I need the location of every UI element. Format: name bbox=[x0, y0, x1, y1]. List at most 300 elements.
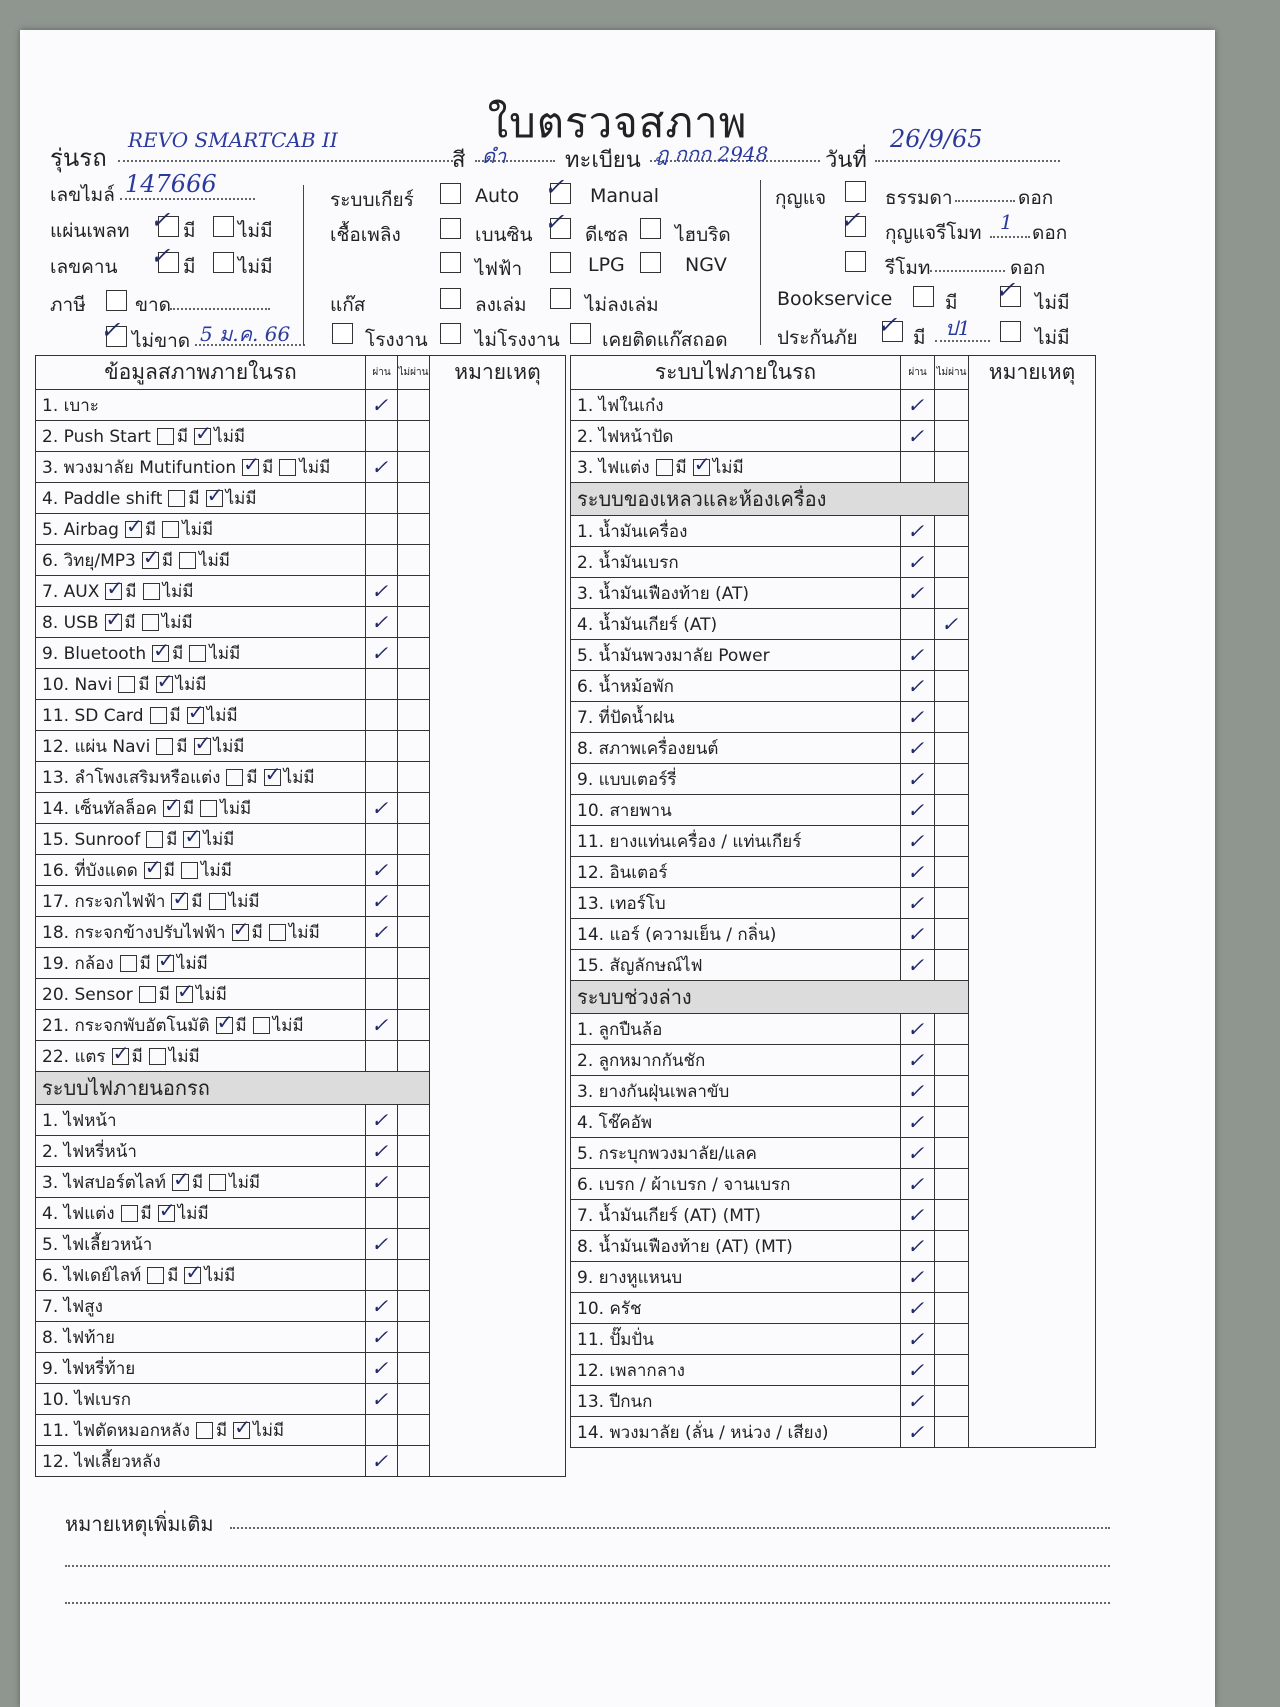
item-label bbox=[36, 1229, 366, 1260]
has-checkbox[interactable] bbox=[242, 459, 259, 476]
pass-cell[interactable] bbox=[366, 452, 398, 483]
item-label bbox=[36, 731, 366, 762]
fail-cell[interactable] bbox=[935, 950, 969, 981]
item-text: 8. USB bbox=[42, 612, 99, 633]
fail-cell[interactable] bbox=[398, 1010, 430, 1041]
left-inspection-table bbox=[35, 355, 566, 1477]
key-normal-unit: ดอก bbox=[1018, 187, 1054, 209]
pass-cell[interactable] bbox=[366, 390, 398, 421]
item-label bbox=[571, 609, 901, 640]
pass-cell[interactable] bbox=[901, 1138, 935, 1169]
fail-cell[interactable] bbox=[935, 1045, 969, 1076]
gas-in-book-label: ลงเล่ม bbox=[475, 294, 527, 316]
none-checkbox[interactable] bbox=[693, 459, 710, 476]
pass-cell[interactable] bbox=[366, 483, 398, 514]
none-checkbox[interactable] bbox=[187, 707, 204, 724]
item-text: 12. แผ่น Navi bbox=[42, 736, 151, 757]
pass-cell[interactable] bbox=[901, 421, 935, 452]
none-checkbox[interactable] bbox=[194, 428, 211, 445]
none-checkbox[interactable] bbox=[176, 986, 193, 1003]
has-label: มี bbox=[169, 705, 181, 726]
fail-cell[interactable] bbox=[935, 1076, 969, 1107]
fail-cell[interactable] bbox=[935, 764, 969, 795]
item-text: 7. ไฟสูง bbox=[42, 1296, 103, 1317]
fuel-benzine-checkbox[interactable] bbox=[440, 218, 461, 239]
none-checkbox[interactable] bbox=[183, 831, 200, 848]
none-checkbox[interactable] bbox=[279, 459, 296, 476]
plate-sheet-has-label: มี bbox=[183, 220, 196, 242]
fail-cell[interactable] bbox=[398, 638, 430, 669]
plate-sheet-none-checkbox[interactable] bbox=[213, 216, 234, 237]
none-checkbox[interactable] bbox=[200, 800, 217, 817]
fail-cell[interactable] bbox=[935, 1169, 969, 1200]
check-mark-icon: ✓ bbox=[905, 1203, 930, 1227]
pass-cell[interactable] bbox=[901, 795, 935, 826]
pass-cell[interactable] bbox=[901, 888, 935, 919]
pass-cell[interactable] bbox=[366, 793, 398, 824]
pass-cell[interactable] bbox=[901, 1355, 935, 1386]
fail-cell[interactable] bbox=[398, 1041, 430, 1072]
plate-sheet-label: แผ่นเพลท bbox=[50, 220, 130, 242]
pass-cell[interactable] bbox=[366, 1415, 398, 1446]
fail-cell[interactable] bbox=[935, 1262, 969, 1293]
pass-cell[interactable] bbox=[366, 731, 398, 762]
item-label bbox=[571, 826, 901, 857]
fail-cell[interactable] bbox=[935, 702, 969, 733]
pass-cell[interactable] bbox=[901, 919, 935, 950]
item-label bbox=[36, 1384, 366, 1415]
none-label: ไม่มี bbox=[272, 1015, 304, 1036]
none-label: ไม่มี bbox=[283, 767, 315, 788]
pass-cell[interactable] bbox=[901, 609, 935, 640]
none-checkbox[interactable] bbox=[157, 955, 174, 972]
pass-cell[interactable] bbox=[366, 917, 398, 948]
fail-cell[interactable] bbox=[935, 857, 969, 888]
fail-cell[interactable] bbox=[398, 1167, 430, 1198]
item-label bbox=[571, 1200, 901, 1231]
fail-cell[interactable] bbox=[935, 609, 969, 640]
gas-in-book-checkbox[interactable] bbox=[440, 288, 461, 309]
insurance-value: ป1 bbox=[945, 316, 971, 340]
check-mark-icon: ✓ bbox=[369, 641, 394, 665]
has-checkbox[interactable] bbox=[226, 769, 243, 786]
has-checkbox[interactable] bbox=[232, 924, 249, 941]
pass-cell[interactable] bbox=[366, 545, 398, 576]
none-checkbox[interactable] bbox=[162, 521, 179, 538]
pass-cell[interactable] bbox=[901, 671, 935, 702]
pass-cell[interactable] bbox=[366, 1105, 398, 1136]
fail-cell[interactable] bbox=[398, 731, 430, 762]
fuel-lpg-checkbox[interactable] bbox=[550, 252, 571, 273]
plate-label: ทะเบียน bbox=[565, 148, 641, 173]
fail-cell[interactable] bbox=[398, 669, 430, 700]
fail-cell[interactable] bbox=[398, 483, 430, 514]
item-text: 17. กระจกไฟฟ้า bbox=[42, 891, 166, 912]
pass-cell[interactable] bbox=[366, 576, 398, 607]
fuel-electric-checkbox[interactable] bbox=[440, 252, 461, 273]
pass-cell[interactable] bbox=[901, 640, 935, 671]
none-checkbox[interactable] bbox=[189, 645, 206, 662]
item-text: 1. ลูกปืนล้อ bbox=[577, 1019, 663, 1040]
gas-not-in-book-checkbox[interactable] bbox=[550, 288, 571, 309]
fail-cell[interactable] bbox=[935, 826, 969, 857]
fuel-ngv-label: NGV bbox=[685, 254, 727, 276]
item-label bbox=[571, 950, 901, 981]
model-label: รุ่นรถ bbox=[50, 144, 107, 172]
fail-cell[interactable] bbox=[935, 1386, 969, 1417]
right-header-row bbox=[571, 356, 1096, 390]
has-checkbox[interactable] bbox=[171, 893, 188, 910]
chassis-none-checkbox[interactable] bbox=[213, 252, 234, 273]
item-label bbox=[571, 1138, 901, 1169]
fail-cell[interactable] bbox=[398, 886, 430, 917]
has-checkbox[interactable] bbox=[150, 707, 167, 724]
has-label: มี bbox=[131, 1046, 143, 1067]
has-checkbox[interactable] bbox=[105, 583, 122, 600]
has-checkbox[interactable] bbox=[112, 1048, 129, 1065]
has-checkbox[interactable] bbox=[144, 862, 161, 879]
gear-auto-checkbox[interactable] bbox=[440, 183, 461, 204]
pass-cell[interactable] bbox=[901, 1107, 935, 1138]
pass-cell[interactable] bbox=[901, 764, 935, 795]
section-title: ระบบไฟภายนอกรถ bbox=[36, 1072, 430, 1105]
check-mark-icon: ✓ bbox=[369, 1325, 394, 1349]
pass-cell[interactable] bbox=[901, 1386, 935, 1417]
fail-cell[interactable] bbox=[935, 888, 969, 919]
fail-cell[interactable] bbox=[935, 1355, 969, 1386]
pass-cell[interactable] bbox=[366, 607, 398, 638]
fail-cell[interactable] bbox=[935, 1324, 969, 1355]
check-mark-icon: ✓ bbox=[905, 519, 930, 543]
check-mark-icon: ✓ bbox=[905, 581, 930, 605]
has-checkbox[interactable] bbox=[216, 1017, 233, 1034]
item-text: 19. กล้อง bbox=[42, 953, 114, 974]
pass-cell[interactable] bbox=[901, 1231, 935, 1262]
pass-cell[interactable] bbox=[901, 547, 935, 578]
item-label bbox=[36, 1167, 366, 1198]
pass-cell[interactable] bbox=[366, 855, 398, 886]
fail-cell[interactable] bbox=[398, 1105, 430, 1136]
pass-cell[interactable] bbox=[901, 1045, 935, 1076]
fail-cell[interactable] bbox=[398, 979, 430, 1010]
pass-cell[interactable] bbox=[901, 702, 935, 733]
fail-cell[interactable] bbox=[935, 733, 969, 764]
item-label bbox=[571, 547, 901, 578]
has-checkbox[interactable] bbox=[120, 955, 137, 972]
item-text: 11. ปั๊มปั่น bbox=[577, 1329, 654, 1350]
fail-cell[interactable] bbox=[398, 1415, 430, 1446]
item-text: 1. ไฟในเก๋ง bbox=[577, 395, 664, 416]
pass-cell[interactable] bbox=[901, 826, 935, 857]
fail-cell[interactable] bbox=[398, 824, 430, 855]
item-label bbox=[571, 390, 901, 421]
item-text: 4. น้ำมันเกียร์ (AT) bbox=[577, 614, 718, 635]
pass-cell[interactable] bbox=[901, 1262, 935, 1293]
none-checkbox[interactable] bbox=[233, 1422, 250, 1439]
item-text: 9. ไฟหรี่ท้าย bbox=[42, 1358, 136, 1379]
pass-cell[interactable] bbox=[901, 733, 935, 764]
pass-cell[interactable] bbox=[366, 700, 398, 731]
item-text: 12. เพลากลาง bbox=[577, 1360, 685, 1381]
fail-cell[interactable] bbox=[398, 948, 430, 979]
fail-cell[interactable] bbox=[398, 1446, 430, 1477]
fail-cell[interactable] bbox=[398, 452, 430, 483]
pass-cell[interactable] bbox=[901, 1200, 935, 1231]
none-checkbox[interactable] bbox=[158, 1205, 175, 1222]
fuel-ngv-checkbox[interactable] bbox=[640, 252, 661, 273]
pass-cell[interactable] bbox=[366, 1384, 398, 1415]
has-label: มี bbox=[188, 488, 200, 509]
pass-cell[interactable] bbox=[366, 638, 398, 669]
plate-value: ฎ กกก 2948 bbox=[655, 142, 769, 166]
fail-cell[interactable] bbox=[398, 576, 430, 607]
fail-cell[interactable] bbox=[398, 607, 430, 638]
fail-cell[interactable] bbox=[398, 917, 430, 948]
item-label bbox=[36, 545, 366, 576]
item-text: 20. Sensor bbox=[42, 984, 133, 1005]
fail-cell[interactable] bbox=[398, 793, 430, 824]
item-label bbox=[36, 1041, 366, 1072]
has-checkbox[interactable] bbox=[152, 645, 169, 662]
pass-cell[interactable] bbox=[901, 950, 935, 981]
pass-cell[interactable] bbox=[366, 886, 398, 917]
none-checkbox[interactable] bbox=[142, 614, 159, 631]
key-label: กุญแจ bbox=[775, 187, 827, 209]
has-checkbox[interactable] bbox=[139, 986, 156, 1003]
pass-cell[interactable] bbox=[901, 1324, 935, 1355]
notes-line-3 bbox=[65, 1602, 1110, 1604]
fuel-electric-label: ไฟฟ้า bbox=[475, 258, 523, 280]
has-checkbox[interactable] bbox=[163, 800, 180, 817]
has-label: มี bbox=[191, 1172, 204, 1193]
fail-cell[interactable] bbox=[398, 762, 430, 793]
item-label bbox=[571, 764, 901, 795]
tax-lapsed-checkbox[interactable] bbox=[106, 290, 127, 311]
has-label: มี bbox=[262, 457, 274, 478]
fail-cell[interactable] bbox=[935, 795, 969, 826]
has-checkbox[interactable] bbox=[146, 831, 163, 848]
right-inspection-table bbox=[570, 355, 1096, 1448]
has-checkbox[interactable] bbox=[118, 676, 135, 693]
none-label: ไม่มี bbox=[253, 1420, 285, 1441]
tax-value: 5 ม.ค. 66 bbox=[200, 322, 291, 346]
none-checkbox[interactable] bbox=[206, 490, 223, 507]
item-label bbox=[571, 1293, 901, 1324]
pass-cell[interactable] bbox=[366, 1229, 398, 1260]
check-mark-icon: ✓ bbox=[369, 1170, 394, 1194]
item-label bbox=[36, 1260, 366, 1291]
pass-cell[interactable] bbox=[366, 948, 398, 979]
pass-cell[interactable] bbox=[366, 979, 398, 1010]
gas-factory-checkbox[interactable] bbox=[332, 323, 353, 344]
fail-cell[interactable] bbox=[935, 1014, 969, 1045]
insurance-none-checkbox[interactable] bbox=[1000, 321, 1021, 342]
has-checkbox[interactable] bbox=[156, 738, 173, 755]
item-text: 3. พวงมาลัย Mutifuntion bbox=[42, 457, 237, 478]
pass-cell[interactable] bbox=[901, 452, 935, 483]
fail-cell[interactable] bbox=[935, 1231, 969, 1262]
has-label: มี bbox=[191, 891, 203, 912]
fail-cell[interactable] bbox=[935, 578, 969, 609]
tax-not-lapsed-label: ไม่ขาด bbox=[132, 330, 191, 352]
pass-cell[interactable] bbox=[366, 1260, 398, 1291]
has-checkbox[interactable] bbox=[656, 459, 673, 476]
pass-cell[interactable] bbox=[366, 762, 398, 793]
has-label: มี bbox=[124, 612, 136, 633]
insurance-label: ประกันภัย bbox=[777, 327, 858, 349]
has-checkbox[interactable] bbox=[168, 490, 185, 507]
pass-cell[interactable] bbox=[901, 1014, 935, 1045]
pass-cell[interactable] bbox=[366, 824, 398, 855]
has-checkbox[interactable] bbox=[147, 1267, 164, 1284]
fail-cell[interactable] bbox=[935, 390, 969, 421]
fail-cell[interactable] bbox=[935, 516, 969, 547]
none-label: ไม่มี bbox=[213, 736, 245, 757]
none-checkbox[interactable] bbox=[143, 583, 160, 600]
fail-cell[interactable] bbox=[398, 1229, 430, 1260]
additional-notes-label: หมายเหตุเพิ่มเติม bbox=[65, 1512, 214, 1536]
item-label bbox=[36, 576, 366, 607]
fail-cell[interactable] bbox=[935, 919, 969, 950]
none-checkbox[interactable] bbox=[156, 676, 173, 693]
item-text: 5. ไฟเลี้ยวหน้า bbox=[42, 1234, 153, 1255]
pass-cell[interactable] bbox=[366, 421, 398, 452]
fuel-hybrid-checkbox[interactable] bbox=[640, 218, 661, 239]
pass-cell[interactable] bbox=[901, 1076, 935, 1107]
none-checkbox[interactable] bbox=[184, 1267, 201, 1284]
has-checkbox[interactable] bbox=[121, 1205, 138, 1222]
none-checkbox[interactable] bbox=[253, 1017, 270, 1034]
item-label bbox=[36, 452, 366, 483]
pass-cell[interactable] bbox=[901, 1169, 935, 1200]
fail-cell[interactable] bbox=[935, 452, 969, 483]
none-checkbox[interactable] bbox=[264, 769, 281, 786]
none-checkbox[interactable] bbox=[179, 552, 196, 569]
check-mark-icon: ✓ bbox=[905, 393, 930, 417]
item-label bbox=[571, 516, 901, 547]
fail-cell[interactable] bbox=[935, 1138, 969, 1169]
none-checkbox[interactable] bbox=[209, 893, 226, 910]
fail-cell[interactable] bbox=[935, 421, 969, 452]
fail-cell[interactable] bbox=[398, 1322, 430, 1353]
gas-not-factory-checkbox[interactable] bbox=[440, 323, 461, 344]
pass-cell[interactable] bbox=[366, 669, 398, 700]
fail-cell[interactable] bbox=[398, 514, 430, 545]
check-mark-icon: ✓ bbox=[369, 920, 394, 944]
fail-cell[interactable] bbox=[935, 640, 969, 671]
item-label bbox=[36, 1322, 366, 1353]
fail-cell[interactable] bbox=[398, 855, 430, 886]
none-checkbox[interactable] bbox=[181, 862, 198, 879]
pass-cell[interactable] bbox=[901, 578, 935, 609]
fail-cell[interactable] bbox=[935, 547, 969, 578]
none-checkbox[interactable] bbox=[209, 1174, 226, 1191]
check-mark-icon: ✓ bbox=[369, 1139, 394, 1163]
check-mark-icon: ✓ bbox=[905, 1234, 930, 1258]
fail-cell[interactable] bbox=[398, 700, 430, 731]
item-text: 10. ครัช bbox=[577, 1298, 642, 1319]
none-checkbox[interactable] bbox=[149, 1048, 166, 1065]
check-mark-icon: ✓ bbox=[905, 1265, 930, 1289]
pass-cell[interactable] bbox=[366, 1291, 398, 1322]
pass-cell[interactable] bbox=[901, 857, 935, 888]
pass-cell[interactable] bbox=[901, 390, 935, 421]
fail-cell[interactable] bbox=[935, 1200, 969, 1231]
none-label: ไม่มี bbox=[214, 426, 246, 447]
has-checkbox[interactable] bbox=[142, 552, 159, 569]
pass-cell[interactable] bbox=[366, 1041, 398, 1072]
check-mark-icon: ✓ bbox=[905, 798, 930, 822]
item-text: 9. Bluetooth bbox=[42, 643, 147, 664]
fail-cell[interactable] bbox=[398, 1198, 430, 1229]
check-mark-icon: ✓ bbox=[905, 736, 930, 760]
fail-cell[interactable] bbox=[935, 1417, 969, 1448]
pass-cell[interactable] bbox=[901, 1417, 935, 1448]
fail-cell[interactable] bbox=[398, 1136, 430, 1167]
item-text: 15. Sunroof bbox=[42, 829, 141, 850]
pass-cell[interactable] bbox=[901, 516, 935, 547]
key-remote-label: กุญแจรีโมท bbox=[885, 222, 982, 244]
has-checkbox[interactable] bbox=[157, 428, 174, 445]
fail-cell[interactable] bbox=[398, 1353, 430, 1384]
none-checkbox[interactable] bbox=[194, 738, 211, 755]
bookservice-none-label: ไม่มี bbox=[1035, 292, 1070, 314]
section-title: ระบบช่วงล่าง bbox=[571, 981, 969, 1014]
gas-factory-label: โรงงาน bbox=[365, 329, 428, 351]
bookservice-has-checkbox[interactable] bbox=[913, 286, 934, 307]
item-text: 5. Airbag bbox=[42, 519, 119, 540]
fail-cell[interactable] bbox=[398, 421, 430, 452]
fail-cell[interactable] bbox=[935, 671, 969, 702]
left-header-row bbox=[36, 356, 566, 390]
item-text: 2. น้ำมันเบรก bbox=[577, 552, 679, 573]
none-label: ไม่มี bbox=[195, 984, 227, 1005]
gas-removed-checkbox[interactable] bbox=[570, 323, 591, 344]
has-checkbox[interactable] bbox=[125, 521, 142, 538]
check-mark-icon: ✓ bbox=[369, 889, 394, 913]
fail-cell[interactable] bbox=[398, 545, 430, 576]
key-normal-checkbox[interactable] bbox=[845, 181, 866, 202]
fail-cell[interactable] bbox=[398, 1384, 430, 1415]
none-label: ไม่มี bbox=[176, 953, 208, 974]
item-label bbox=[571, 1386, 901, 1417]
fail-cell[interactable] bbox=[935, 1107, 969, 1138]
item-label bbox=[571, 857, 901, 888]
pass-cell[interactable] bbox=[366, 514, 398, 545]
check-mark-icon: ✓ bbox=[905, 1296, 930, 1320]
has-checkbox[interactable] bbox=[105, 614, 122, 631]
pass-cell[interactable] bbox=[366, 1010, 398, 1041]
fail-cell[interactable] bbox=[398, 1291, 430, 1322]
fail-cell[interactable] bbox=[935, 1293, 969, 1324]
fail-cell[interactable] bbox=[398, 390, 430, 421]
check-mark-icon: ✓ bbox=[905, 705, 930, 729]
pass-cell[interactable] bbox=[901, 1293, 935, 1324]
pass-cell[interactable] bbox=[366, 1446, 398, 1477]
item-text: 2. ไฟหน้าปัด bbox=[577, 426, 674, 447]
pass-cell[interactable] bbox=[366, 1198, 398, 1229]
pass-cell[interactable] bbox=[366, 1167, 398, 1198]
has-checkbox[interactable] bbox=[172, 1174, 189, 1191]
pass-cell[interactable] bbox=[366, 1136, 398, 1167]
none-checkbox[interactable] bbox=[269, 924, 286, 941]
pass-cell[interactable] bbox=[366, 1353, 398, 1384]
has-checkbox[interactable] bbox=[196, 1422, 213, 1439]
item-text: 13. เทอร์โบ bbox=[577, 893, 666, 914]
pass-cell[interactable] bbox=[366, 1322, 398, 1353]
remote-checkbox[interactable] bbox=[845, 251, 866, 272]
fail-cell[interactable] bbox=[398, 1260, 430, 1291]
